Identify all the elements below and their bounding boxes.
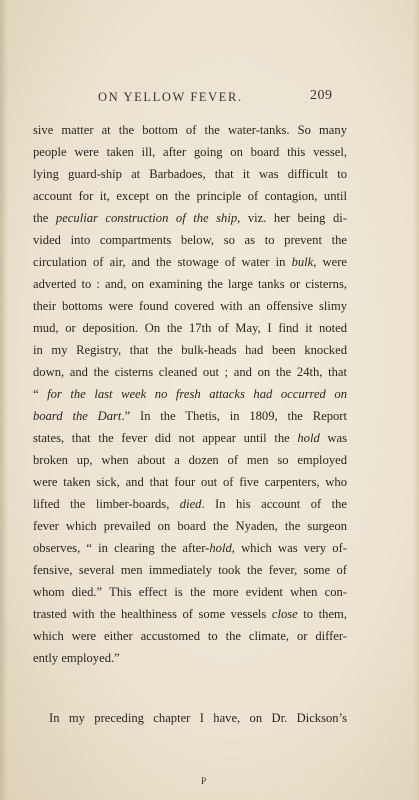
signature-mark: P: [201, 777, 208, 787]
text-line: [33, 493, 347, 515]
text-segment: fensive, several men immediately took the fever, some of: [33, 563, 347, 577]
text-segment: the: [33, 211, 56, 225]
text-line: [33, 405, 347, 427]
text-line: [33, 251, 347, 273]
italic-text: for the last week no fresh attacks had occurred on: [47, 387, 347, 401]
text-segment: circulation of air, and the stowage of water in: [33, 255, 292, 269]
text-line: [33, 383, 347, 405]
text-segment: observes, “ in clearing the after-: [33, 541, 210, 555]
text-segment: .” In the Thetis, in 1809, the Report: [121, 409, 347, 423]
text-segment: broken up, when about a dozen of men so employed: [33, 453, 347, 467]
text-segment: lying guard-ship at Barbadoes, that it was difficult to: [33, 167, 347, 181]
text-segment: lifted the limber-boards,: [33, 497, 180, 511]
text-segment: , viz. her being di-: [237, 211, 347, 225]
italic-text: bulk: [291, 255, 314, 269]
text-line: [33, 581, 347, 603]
text-line: [33, 707, 347, 729]
text-segment: ently employed.”: [33, 651, 120, 665]
italic-text: hold: [297, 431, 320, 445]
text-segment: down, and the cisterns cleaned out ; and on the 24th, that: [33, 365, 347, 379]
text-segment: whom died.” This effect is the more evident when con-: [33, 585, 347, 599]
text-line: [33, 207, 347, 229]
text-segment: to them,: [297, 607, 347, 621]
italic-text: close: [271, 607, 298, 621]
text-segment: trasted with the healthiness of some vessels: [33, 607, 272, 621]
italic-text: hold: [209, 541, 232, 555]
text-line: [33, 647, 347, 669]
running-head: [0, 88, 419, 108]
text-line: [33, 471, 347, 493]
text-segment: states, that the fever did not appear until the: [33, 431, 298, 445]
text-line: [33, 339, 347, 361]
italic-text: died: [179, 497, 202, 511]
text-segment: “: [33, 387, 48, 401]
text-line: [33, 515, 347, 537]
text-segment: fever which prevailed on board the Nyaden, the surgeon: [33, 519, 347, 533]
text-segment: their bottoms were found covered with an offensive slimy: [33, 299, 347, 313]
text-segment: . In his account of the: [201, 497, 347, 511]
italic-text: peculiar construction of the ship: [55, 211, 238, 225]
text-line: [33, 163, 347, 185]
text-segment: people were taken ill, after going on board this vessel,: [33, 145, 347, 159]
text-line: [33, 603, 347, 625]
text-line: [33, 537, 347, 559]
text-segment: was: [319, 431, 347, 445]
text-segment: sive matter at the bottom of the water-tanks. So many: [33, 123, 347, 137]
text-line: [33, 119, 347, 141]
text-segment: in my Registry, that the bulk-heads had been knocked: [33, 343, 347, 357]
page-number: 209: [310, 88, 333, 103]
text-segment: were taken sick, and that four out of five carpenters, who: [33, 475, 347, 489]
text-segment: mud, or deposition. On the 17th of May, I find it noted: [33, 321, 347, 335]
text-line: [33, 427, 347, 449]
text-segment: which were either accustomed to the climate, or differ-: [33, 629, 347, 643]
text-segment: account for it, except on the principle of contagion, until: [33, 189, 347, 203]
text-segment: , which was very of-: [231, 541, 347, 555]
text-line: [33, 625, 347, 647]
text-segment: In my preceding chapter I have, on Dr. Dickson’s: [49, 711, 347, 725]
text-line: [33, 361, 347, 383]
text-line: [33, 229, 347, 251]
running-head-title: ON YELLOW FEVER.: [98, 90, 243, 104]
text-line: [33, 295, 347, 317]
body-text: [33, 119, 347, 729]
text-segment: vided into compartments below, so as to prevent the: [33, 233, 347, 247]
text-line: [33, 317, 347, 339]
text-line: [33, 559, 347, 581]
text-line: [33, 273, 347, 295]
text-segment: adverted to : and, on examining the large tanks or cisterns,: [33, 277, 347, 291]
italic-text: board the Dart: [33, 409, 122, 423]
text-segment: , were: [313, 255, 347, 269]
text-line: [33, 141, 347, 163]
text-line: [33, 449, 347, 471]
paragraph-gap: [33, 669, 347, 707]
text-line: [33, 185, 347, 207]
